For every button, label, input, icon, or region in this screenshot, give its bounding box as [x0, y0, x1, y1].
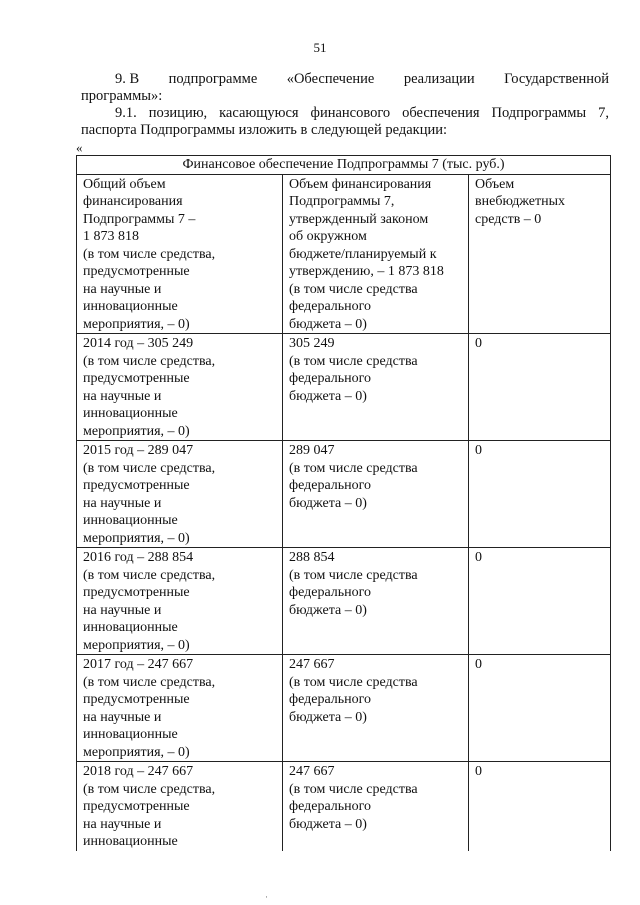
cell-line: 2017 год – 247 667 — [83, 657, 194, 672]
open-quote: « — [76, 140, 83, 155]
word: касающуюся — [219, 105, 299, 121]
row-extrabudget-cell — [469, 655, 611, 762]
cell-line: финансирования — [83, 194, 183, 209]
cell-line: 305 249 — [289, 336, 335, 351]
row-budget-cell — [283, 441, 469, 548]
paragraph-9-1-continuation: паспорта Подпрограммы изложить в следующей редакции: — [81, 122, 448, 138]
word: Подпрограммы — [491, 105, 587, 121]
paragraph-9-1-first-line — [81, 105, 609, 122]
cell-line: предусмотренные — [83, 799, 190, 814]
cell-line: на научные и — [83, 602, 162, 618]
cell-line: на научные и — [83, 495, 162, 511]
row-extrabudget-cell — [469, 548, 611, 655]
row-extrabudget-cell — [469, 334, 611, 441]
cell-line: 2014 год – 305 249 — [83, 336, 194, 351]
row-total-cell — [77, 548, 283, 655]
word: Государственной — [504, 71, 609, 87]
word: 7, — [598, 105, 609, 121]
cell-line: 288 854 — [289, 550, 335, 565]
cell-line: Подпрограммы 7 – — [83, 211, 196, 227]
cell-line: инновационные — [83, 620, 178, 635]
cell-line: федерального — [289, 299, 372, 314]
table-title: Финансовое обеспечение Подпрограммы 7 (тыс. руб.) — [77, 156, 611, 175]
cell-line: федерального — [289, 478, 372, 493]
cell-line: Объем — [475, 176, 515, 192]
cell-line: (в том числе средства — [289, 781, 418, 797]
cell-line: 289 047 — [289, 443, 335, 458]
cell-line: 0 — [475, 336, 482, 351]
cell-line: инновационные — [83, 406, 178, 421]
cell-line: инновационные — [83, 513, 178, 528]
cell-line: средств – 0 — [475, 211, 542, 227]
table-row — [77, 548, 611, 655]
cell-line: 0 — [475, 657, 482, 672]
cell-line: предусмотренные — [83, 692, 190, 707]
cell-line: предусмотренные — [83, 264, 190, 279]
paragraph-9-1 — [81, 105, 609, 139]
word: 9.1. — [115, 105, 137, 121]
header-extrabudget-volume — [469, 174, 611, 334]
word: 9. В — [115, 71, 140, 87]
cell-line: (в том числе средства, — [83, 460, 216, 476]
table-header-row — [77, 174, 611, 334]
cell-line: бюджета – 0) — [289, 316, 367, 332]
cell-line: утверждению, – 1 873 818 — [289, 264, 444, 279]
cell-line: предусмотренные — [83, 585, 190, 600]
cell-line: федерального — [289, 692, 372, 707]
cell-line: (в том числе средства, — [83, 246, 216, 262]
cell-line: 0 — [475, 550, 482, 565]
word: «Обеспечение — [286, 71, 375, 87]
cell-line: бюджете/планируемый к — [289, 246, 437, 262]
cell-line: инновационные — [83, 727, 178, 742]
table-row — [77, 441, 611, 548]
table-row — [77, 762, 611, 851]
row-budget-cell — [283, 334, 469, 441]
row-budget-cell — [283, 548, 469, 655]
cell-line: инновационные — [83, 834, 178, 849]
cell-line: федерального — [289, 799, 372, 814]
cell-line: (в том числе средства — [289, 460, 418, 476]
cell-line: федерального — [289, 585, 372, 600]
cell-line: Объем финансирования — [289, 176, 432, 192]
row-extrabudget-cell — [469, 762, 611, 851]
cell-line: инновационные — [83, 299, 178, 314]
cell-line: на научные и — [83, 281, 162, 297]
cell-line: мероприятия, – 0) — [83, 637, 190, 653]
table-title-row — [77, 156, 611, 175]
cell-line: (в том числе средства — [289, 281, 418, 297]
cell-line: внебюджетных — [475, 194, 566, 209]
word: позицию, — [148, 105, 208, 121]
row-total-cell — [77, 762, 283, 851]
cell-line: (в том числе средства — [289, 567, 418, 583]
cell-line: предусмотренные — [83, 478, 190, 493]
row-total-cell — [77, 655, 283, 762]
word: реализации — [403, 71, 475, 87]
cell-line: 2018 год – 247 667 — [83, 764, 194, 779]
word: подпрограмме — [168, 71, 258, 87]
cell-line: 2016 год – 288 854 — [83, 550, 194, 565]
cell-line: (в том числе средства — [289, 353, 418, 369]
cell-line: на научные и — [83, 816, 162, 832]
header-budget-volume — [283, 174, 469, 334]
row-total-cell — [77, 334, 283, 441]
table-row — [77, 334, 611, 441]
header-total-volume — [77, 174, 283, 334]
cell-line: 1 873 818 — [83, 229, 139, 244]
cell-line: Общий объем — [83, 176, 166, 192]
cell-line: утвержденный законом — [289, 211, 429, 227]
cell-line: на научные и — [83, 388, 162, 404]
row-budget-cell — [283, 655, 469, 762]
table-row — [77, 655, 611, 762]
row-extrabudget-cell — [469, 441, 611, 548]
word: обеспечения — [402, 105, 480, 121]
cell-line: (в том числе средства, — [83, 781, 216, 797]
cell-line: бюджета – 0) — [289, 388, 367, 404]
cell-line: 0 — [475, 443, 482, 458]
cell-line: (в том числе средства, — [83, 353, 216, 369]
paragraph-9 — [81, 71, 609, 105]
page-number: 51 — [313, 40, 327, 55]
cell-line: бюджета – 0) — [289, 816, 367, 832]
cell-line: (в том числе средства — [289, 674, 418, 690]
cell-line: мероприятия, – 0) — [83, 744, 190, 760]
cell-line: 0 — [475, 764, 482, 779]
cell-line: 2015 год – 289 047 — [83, 443, 194, 458]
cell-line: федерального — [289, 371, 372, 386]
cell-line: 247 667 — [289, 657, 335, 672]
paragraph-9-first-line — [81, 71, 609, 88]
financing-table — [76, 155, 611, 851]
cell-line: об окружном — [289, 229, 367, 244]
cell-line: мероприятия, – 0) — [83, 423, 190, 439]
cell-line: 247 667 — [289, 764, 335, 779]
cell-line: мероприятия, – 0) — [83, 316, 190, 332]
cell-line: Подпрограммы 7, — [289, 194, 395, 209]
row-total-cell — [77, 441, 283, 548]
cell-line: бюджета – 0) — [289, 709, 367, 725]
cell-line: предусмотренные — [83, 371, 190, 386]
cell-line: бюджета – 0) — [289, 495, 367, 511]
row-budget-cell — [283, 762, 469, 851]
cell-line: мероприятия, – 0) — [83, 530, 190, 546]
scan-mark: · — [265, 892, 268, 902]
cell-line: на научные и — [83, 709, 162, 725]
cell-line: (в том числе средства, — [83, 567, 216, 583]
cell-line: бюджета – 0) — [289, 602, 367, 618]
paragraph-9-continuation: программы»: — [81, 88, 163, 104]
cell-line: (в том числе средства, — [83, 674, 216, 690]
word: финансового — [310, 105, 391, 121]
